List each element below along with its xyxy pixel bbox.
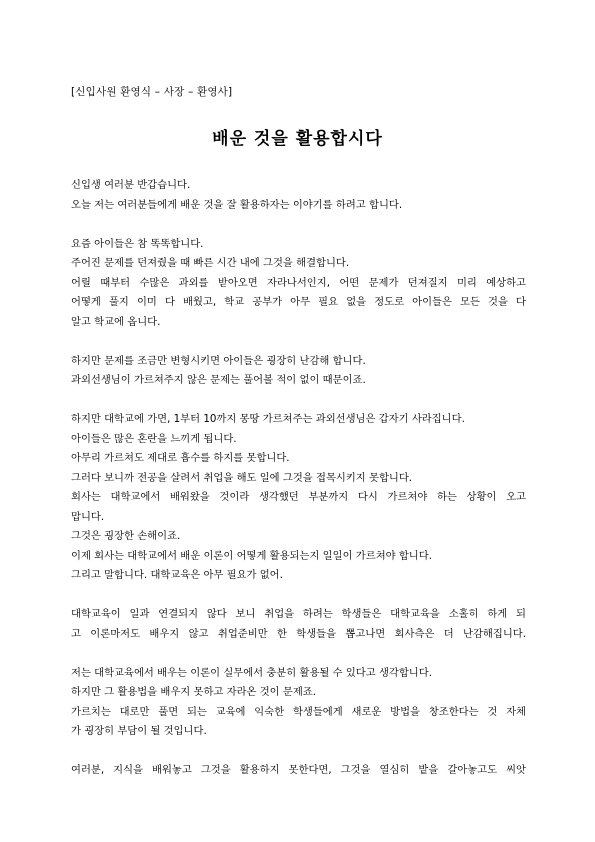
body-line: 하지만 대학교에 가면, 1부터 10까지 몽땅 가르쳐주는 과외선생님은 갑자기 사라집니다.	[71, 413, 465, 425]
body-line: 아무리 가르쳐도 제대로 흡수를 하지를 못합니다.	[71, 452, 290, 464]
body-line: 신입생 여러분 반갑습니다.	[71, 179, 191, 191]
body-line: 과외선생님이 가르쳐주지 않은 문제는 풀어볼 적이 없이 때문이죠.	[71, 374, 366, 386]
body-line: 어떻게 풀지 이미 다 배웠고, 학교 공부가 아무 필요 없을 정도로 아이들은 모든 것을 다	[71, 296, 526, 308]
document-header: [신입사원 환영식 – 사장 – 환영사]	[71, 86, 233, 98]
paragraph-gap	[71, 391, 526, 411]
body-line: 고 이론마저도 배우지 않고 취업준비만 한 학생들을 뽑고나면 회사측은 더 난감해집니다.	[71, 627, 526, 640]
paragraph-gap	[71, 742, 526, 762]
body-line: 여러분, 지식을 배워놓고 그것을 활용하지 못한다면, 그것을 열심히 밭을 갈아놓고도 씨앗	[71, 764, 526, 776]
body-line: 아이들은 많은 혼란을 느끼게 됩니다.	[71, 432, 237, 445]
body-line: 오늘 저는 여러분들에게 배운 것을 잘 활용하자는 이야기를 하려고 합니다.	[71, 198, 403, 211]
body-line: 맙니다.	[71, 510, 105, 523]
body-line: 알고 학교에 옵니다.	[71, 315, 161, 328]
body-line: 어릴 때부터 수많은 과외를 받아오면 자라나서인지, 어떤 문제가 던져질지 미리 예상하고	[71, 276, 526, 289]
body-line: 저는 대학교육에서 배우는 이론이 실무에서 충분히 활용될 수 있다고 생각합니다.	[71, 666, 432, 679]
body-line: 가 굉장히 부담이 될 것입니다.	[71, 725, 207, 737]
document-title: 배운 것을 활용합시다	[212, 129, 383, 149]
body-line: 대학교육이 일과 연결되지 않다 보니 취업을 하려는 학생들은 대학교육을 소홀히 하게 되	[71, 608, 526, 620]
paragraph-gap	[71, 644, 526, 664]
body-line: 그것은 굉장한 손해이죠.	[71, 530, 181, 542]
body-line: 요즘 아이들은 참 똑똑합니다.	[71, 237, 204, 250]
paragraph-gap	[71, 215, 526, 235]
paragraph-gap	[71, 332, 526, 352]
body-line: 그러다 보니까 전공을 살려서 취업을 해도 일에 그것을 접목시키지 못합니다.	[71, 471, 413, 484]
body-line: 주어진 문제를 던져줬을 때 빠른 시간 내에 그것을 해결합니다.	[71, 257, 350, 269]
body-line: 하지만 그 활용법을 배우지 못하고 자라온 것이 문제죠.	[71, 686, 317, 698]
body-line: 하지만 문제를 조금만 변형시키면 아이들은 굉장히 난감해 합니다.	[71, 354, 366, 367]
body-line: 가르치는 대로만 풀면 되는 교육에 익숙한 학생들에게 새로운 방법을 창조한다는 것 자체	[71, 705, 526, 718]
paragraph-gap	[71, 586, 526, 606]
document-body	[71, 176, 526, 781]
body-line: 회사는 대학교에서 배워왔을 것이라 생각했던 부분까지 다시 가르쳐야 하는 상황이 오고	[71, 491, 526, 503]
body-line: 이제 회사는 대학교에서 배운 이론이 어떻게 활용되는지 일일이 가르쳐야 합니다.	[71, 549, 432, 562]
body-line: 그리고 말합니다. 대학교육은 아무 필요가 없어.	[71, 569, 283, 581]
